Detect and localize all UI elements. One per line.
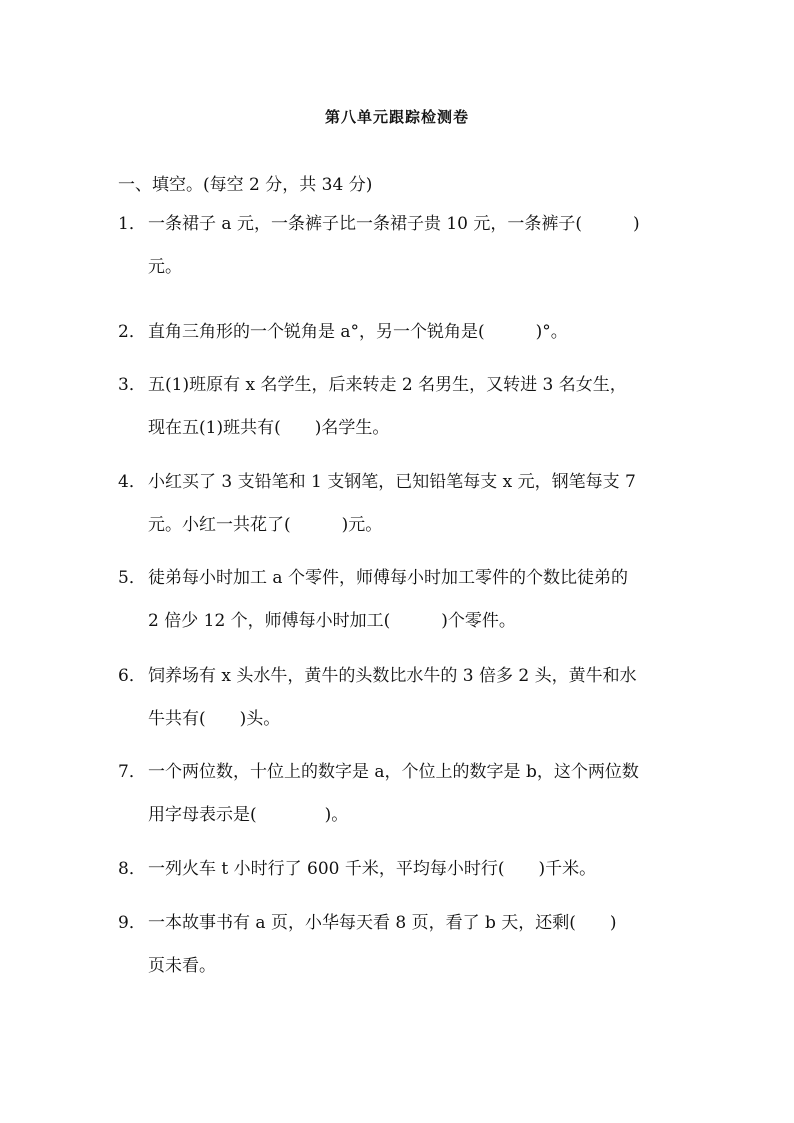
question-text: 直角三角形的一个锐角是 a°，另一个锐角是( )°。 (148, 322, 568, 342)
question-text: 一个两位数，十位上的数字是 a，个位上的数字是 b，这个两位数 (148, 762, 639, 782)
question-text: 一条裙子 a 元，一条裤子比一条裙子贵 10 元，一条裤子( ) (148, 214, 640, 234)
question-text: 五(1)班原有 x 名学生，后来转走 2 名男生，又转进 3 名女生， (148, 375, 627, 395)
question-number: 1． (118, 214, 146, 234)
question-number: 8． (118, 859, 146, 879)
question-number: 9． (118, 913, 146, 933)
question-1 (118, 203, 678, 289)
question-text-continued: 现在五(1)班共有( )名学生。 (148, 418, 390, 438)
question-text-continued: 2 倍少 12 个，师傅每小时加工( )个零件。 (148, 611, 516, 631)
question-text: 徒弟每小时加工 a 个零件，师傅每小时加工零件的个数比徒弟的 (148, 568, 628, 588)
question-5 (118, 557, 678, 643)
question-8 (118, 848, 678, 891)
question-3 (118, 364, 678, 450)
page-title: 第八单元跟踪检测卷 (324, 108, 469, 126)
question-4 (118, 461, 678, 547)
question-text-continued: 页未看。 (148, 956, 216, 976)
section-heading: 一、填空。(每空 2 分，共 34 分) (118, 175, 373, 195)
question-9 (118, 902, 678, 988)
question-number: 3． (118, 375, 146, 395)
question-text-continued: 用字母表示是( )。 (148, 805, 349, 825)
question-text-continued: 元。小红一共花了( )元。 (148, 515, 383, 535)
question-text: 饲养场有 x 头水牛，黄牛的头数比水牛的 3 倍多 2 头，黄牛和水 (148, 666, 637, 686)
question-number: 5． (118, 568, 146, 588)
question-text: 一列火车 t 小时行了 600 千米，平均每小时行( )千米。 (148, 859, 597, 879)
question-7 (118, 751, 678, 837)
question-text: 一本故事书有 a 页，小华每天看 8 页，看了 b 天，还剩( ) (148, 913, 617, 933)
question-number: 4． (118, 472, 146, 492)
question-text: 小红买了 3 支铅笔和 1 支钢笔，已知铅笔每支 x 元，钢笔每支 7 (148, 472, 636, 492)
question-number: 6． (118, 666, 146, 686)
question-number: 7． (118, 762, 146, 782)
question-text-continued: 牛共有( )头。 (148, 709, 281, 729)
question-6 (118, 655, 678, 741)
question-text-continued: 元。 (148, 257, 182, 277)
question-number: 2． (118, 322, 146, 342)
question-2 (118, 311, 678, 354)
